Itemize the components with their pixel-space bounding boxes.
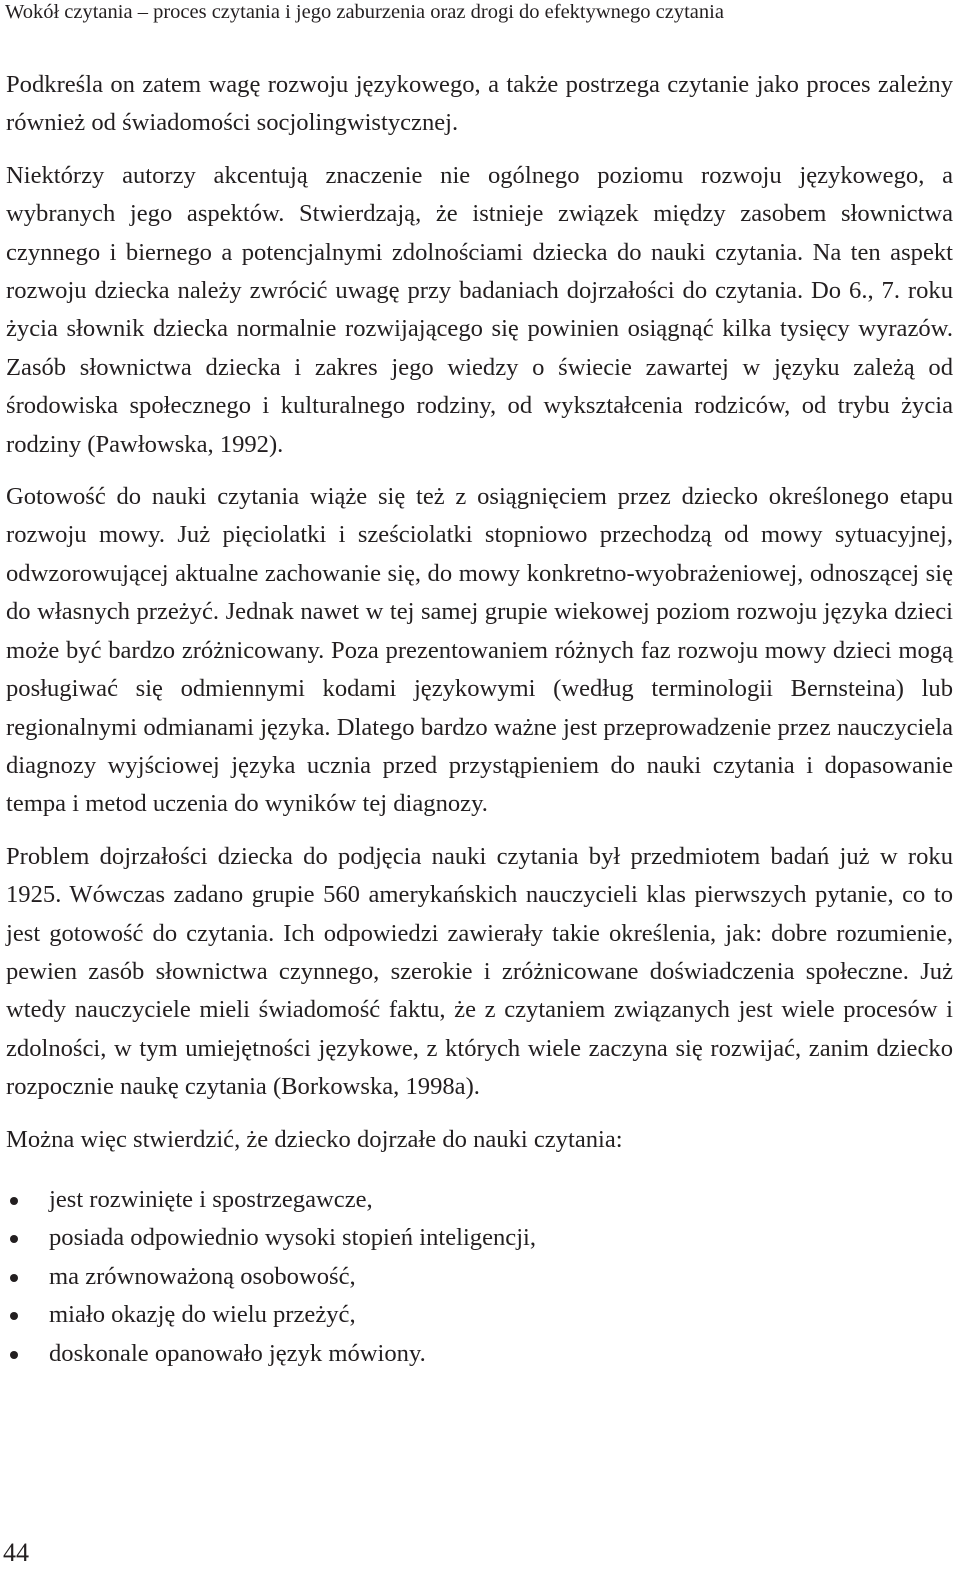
paragraph: Niektórzy autorzy akcentują znaczenie nie ogólnego poziomu rozwoju językowego, a wybranych jego aspektów. Stwierdzają, że istnieje związek między zasobem słownictwa czynnego i biernego a potencjalnymi zdolnościami dziecka do nauki czytania. Na ten aspekt rozwoju dziecka należy zwrócić uwagę przy badaniach dojrzałości do czytania. Do 6., 7. roku życia słownik dziecka normalnie rozwijającego się powinien osiągnąć kilka tysięcy wyrazów. Zasób słownictwa dziecka i zakres jego wiedzy o świecie zawartej w języku zależą od środowiska społecznego i kulturalnego rodziny, od wykształcenia rodziców, od trybu życia rodziny (Pawłowska, 1992). [6,161,953,458]
paragraph: Problem dojrzałości dziecka do podjęcia nauki czytania był przedmiotem badań już w roku 1925. Wówczas zadano grupie 560 amerykańskich nauczycieli klas pierwszych pytanie, co to jest gotowość do czytania. Ich odpowiedzi zawierały takie określenia, jak: dobre rozumienie, pewien zasób słownictwa czynnego, szerokie i zróżnicowane doświadczenia społeczne. Już wtedy nauczyciele mieli świadomość faktu, że z czytaniem związanych jest wiele procesów i zdolności, w tym umiejętności językowe, z których wiele zaczyna się rozwijać, zanim dziecko rozpocznie naukę czytania (Borkowska, 1998a). [6,842,953,1101]
page-body [6,66,953,1373]
list-intro-paragraph: Można więc stwierdzić, że dziecko dojrzałe do nauki czytania: [6,1125,623,1153]
bullet-item: jest rozwinięte i spostrzegawcze, [6,1181,953,1219]
bullet-item: posiada odpowiednio wysoki stopień inteligencji, [6,1219,953,1257]
bullet-item: ma zrównoważoną osobowość, [6,1258,953,1296]
paragraph: Gotowość do nauki czytania wiąże się też z osiągnięciem przez dziecko określonego etapu rozwoju mowy. Już pięciolatki i sześciolatki stopniowo przechodzą od mowy sytuacyjnej, odwzorowującej aktualne zachowanie się, do mowy konkretno-wyobrażeniowej, odnoszącej się do własnych przeżyć. Jednak nawet w tej samej grupie wiekowej poziom rozwoju języka dzieci może być bardzo zróżnicowany. Poza prezentowaniem różnych faz rozwoju mowy dzieci mogą posługiwać się odmiennymi kodami językowymi (według terminologii Bernsteina) lub regionalnymi odmianami języka. Dlatego bardzo ważne jest przeprowadzenie przez nauczyciela diagnozy wyjściowej języka ucznia przed przystąpieniem do nauki czytania i dopasowanie tempa i metod uczenia do wyników tej diagnozy. [6,483,953,818]
bullet-item: miało okazję do wielu przeżyć, [6,1296,953,1334]
running-header: Wokół czytania – proces czytania i jego zaburzenia oraz drogi do efektywnego czytania [5,1,724,23]
bullet-list [6,1181,953,1373]
paragraph: Podkreśla on zatem wagę rozwoju językowego, a także postrzega czytanie jako proces zależny również od świadomości socjolingwistycznej. [6,71,953,137]
page-number: 44 [3,1538,29,1567]
bullet-item: doskonale opanowało język mówiony. [6,1335,953,1373]
